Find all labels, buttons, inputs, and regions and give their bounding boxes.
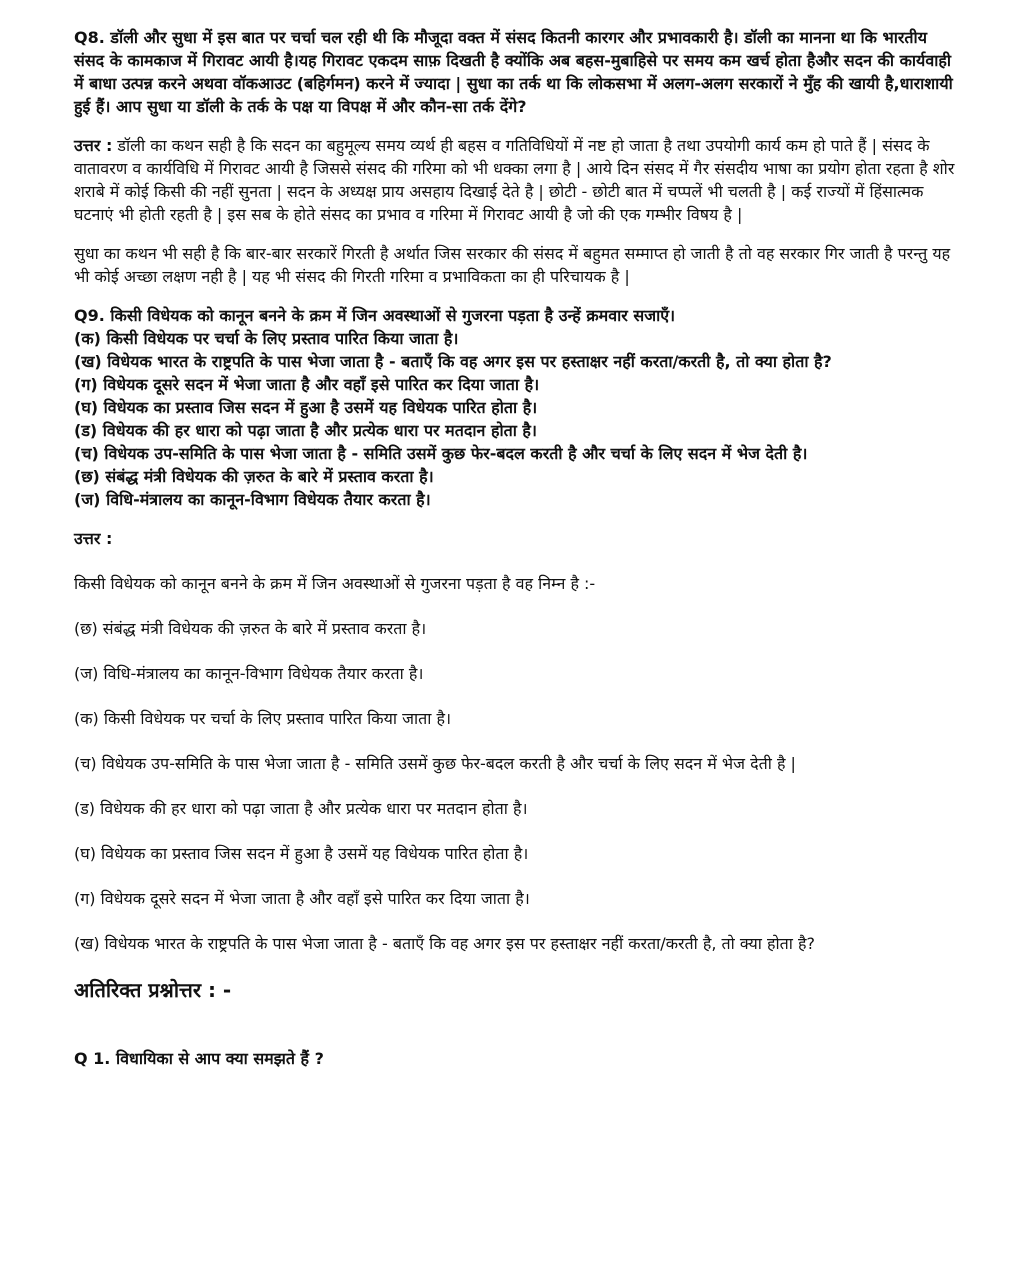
q9-option: (ख) विधेयक भारत के राष्ट्रपति के पास भेजा जाता है - बताएँ कि वह अगर इस पर हस्ताक्षर नहीं करता/करती है, तो क्या होता है? (74, 352, 832, 371)
q9-answer-step: (क) किसी विधेयक पर चर्चा के लिए प्रस्ताव पारित किया जाता है। (74, 709, 452, 728)
q9-block (74, 304, 955, 511)
q9-answer-step: (छ) संबंद्ध मंत्री विधेयक की ज़रुत के बारे में प्रस्ताव करता है। (74, 619, 427, 638)
q8-answer-text: डॉली का कथन सही है कि सदन का बहुमूल्य समय व्यर्थ ही बहस व गतिविधियों में नष्ट हो जाता है तथा उपयोगी कार्य कम हो पाते हैं | संसद के वातावरण व कार्यविधि में गिरावट आयी है जिससे संसद की गरिमा को भी धक्का लगा है | आये दिन संसद में गैर संसदीय भाषा का प्रयोग होता रहता है शोर शराबे में कोई किसी की नहीं सुनता | सदन के अध्यक्ष प्राय असहाय दिखाई देते है | छोटी - छोटी बात में चप्पलें भी चलती है | कई राज्यों में हिंसात्मक घटनाएं भी होती रहती है | इस सब के होते संसद का प्रभाव व गरिमा में गिरावट आयी है जो की एक गम्भीर विषय है | (74, 136, 955, 224)
q9-answer-step: (घ) विधेयक का प्रस्ताव जिस सदन में हुआ है उसमें यह विधेयक पारित होता है। (74, 844, 529, 863)
q9-option: (क) किसी विधेयक पर चर्चा के लिए प्रस्ताव पारित किया जाता है। (74, 329, 459, 348)
q9-answer-step: (ड) विधेयक की हर धारा को पढ़ा जाता है और प्रत्येक धारा पर मतदान होता है। (74, 799, 528, 818)
q9-answer-step: (ज) विधि-मंत्रालय का कानून-विभाग विधेयक तैयार करता है। (74, 664, 424, 683)
q9-option: (ड) विधेयक की हर धारा को पढ़ा जाता है और प्रत्येक धारा पर मतदान होता है। (74, 421, 537, 440)
q8-answer-paragraph-2: सुधा का कथन भी सही है कि बार-बार सरकारें गिरती है अर्थात जिस सरकार की संसद में बहुमत सम्माप्त हो जाती है तो वह सरकार गिर जाती है परन्तु यह भी कोई अच्छा लक्षण नही है | यह भी संसद की गिरती गरिमा व प्रभाविकता का ही परिचायक है | (74, 244, 951, 286)
q8-answer-label: उत्तर : (74, 136, 113, 155)
q9-answer-label: उत्तर : (74, 529, 113, 548)
q8-answer-paragraph-1 (74, 134, 955, 226)
q9-answer-step: (ख) विधेयक भारत के राष्ट्रपति के पास भेजा जाता है - बताएँ कि वह अगर इस पर हस्ताक्षर नहीं करता/करती है, तो क्या होता है? (74, 934, 815, 953)
q9-option: (छ) संबंद्ध मंत्री विधेयक की ज़रुत के बारे में प्रस्ताव करता है। (74, 467, 434, 486)
q9-answer-step: (च) विधेयक उप-समिति के पास भेजा जाता है - समिति उसमें कुछ फेर-बदल करती है और चर्चा के लिए सदन में भेज देती है | (74, 754, 796, 773)
q9-option: (घ) विधेयक का प्रस्ताव जिस सदन में हुआ है उसमें यह विधेयक पारित होता है। (74, 398, 538, 417)
q9-option: (ज) विधि-मंत्रालय का कानून-विभाग विधेयक तैयार करता है। (74, 490, 431, 509)
q9-option: (च) विधेयक उप-समिति के पास भेजा जाता है - समिति उसमें कुछ फेर-बदल करती है और चर्चा के लिए सदन में भेज देती है। (74, 444, 808, 463)
q8-question: Q8. डॉली और सुधा में इस बात पर चर्चा चल रही थी कि मौजूदा वक्त में संसद कितनी कारगर और प्रभावकारी है। डॉली का मानना था कि भारतीय संसद के कामकाज में गिरावट आयी है।यह गिरावट एकदम साफ़ दिखती है क्योंकि अब बहस-मुबाहिसे पर समय कम खर्च होता हैऔर सदन की कार्यवाही में बाधा उत्पन्न करने अथवा वॉकआउट (बहिर्गमन) करने में ज्यादा | सुधा का तर्क था कि लोकसभा में अलग-अलग सरकारों ने मुँह की खायी है,धाराशायी हुई हैं। आप सुधा या डॉली के तर्क के पक्ष या विपक्ष में और कौन-सा तर्क देंगे? (74, 28, 953, 116)
q9-question: Q9. किसी विधेयक को कानून बनने के क्रम में जिन अवस्थाओं से गुजरना पड़ता है उन्हें क्रमवार सजाएँ। (74, 306, 676, 325)
extra-qa-heading: अतिरिक्त प्रश्नोत्तर : - (74, 978, 232, 1002)
q9-answer-step: (ग) विधेयक दूसरे सदन में भेजा जाता है और वहाँ इसे पारित कर दिया जाता है। (74, 889, 530, 908)
q9-option: (ग) विधेयक दूसरे सदन में भेजा जाता है और वहाँ इसे पारित कर दिया जाता है। (74, 375, 540, 394)
q9-answer-intro: किसी विधेयक को कानून बनने के क्रम में जिन अवस्थाओं से गुजरना पड़ता है वह निम्न है :- (74, 574, 596, 593)
extra-q1: Q 1. विधायिका से आप क्या समझते हैं ? (74, 1049, 324, 1068)
